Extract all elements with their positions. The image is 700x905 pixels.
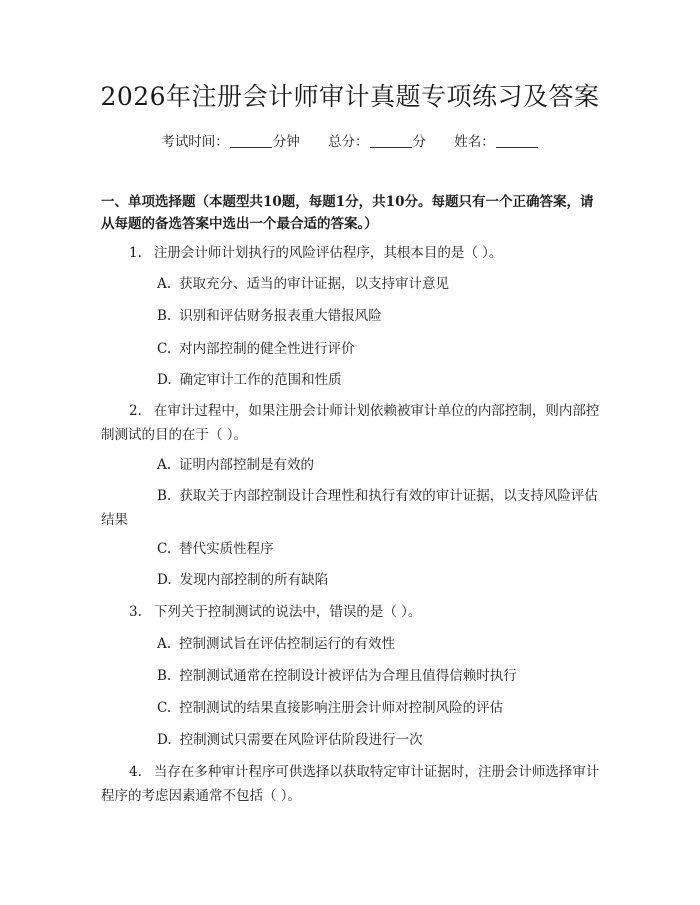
option-letter: C. [157,341,172,357]
option-letter: C. [157,541,172,557]
exam-time [161,134,300,150]
question-number: 3. [129,604,142,620]
total-score-unit: 分 [412,134,426,150]
question-1-option-d [101,368,603,392]
question-2 [101,399,603,447]
option-letter: B. [157,308,172,324]
exam-time-blank [230,133,272,148]
option-text: 发现内部控制的所有缺陷 [179,572,329,588]
total-score [328,134,426,150]
student-name-blank [496,133,538,148]
question-3 [101,600,603,624]
question-2-option-c [101,537,603,561]
question-2-option-b [101,484,603,532]
student-name [454,134,539,150]
option-letter: D. [157,572,172,588]
option-letter: A. [157,457,172,473]
option-letter: A. [157,636,172,652]
question-number: 2. [129,403,142,419]
option-letter: D. [157,372,172,388]
option-text: 识别和评估财务报表重大错报风险 [179,308,382,324]
option-letter: A. [157,276,172,292]
option-letter: D. [157,732,172,748]
exam-meta-line [0,132,700,152]
student-name-label: 姓名： [454,134,495,150]
option-letter: B. [157,668,172,684]
option-letter: B. [157,488,172,504]
question-1 [101,241,603,265]
section-heading: 一、单项选择题（本题型共10题，每题1分，共10分。每题只有一个正确答案，请从每题的备选答案中选出一个最合适的答案。） [101,194,594,232]
question-number: 1. [129,245,142,261]
doc-title: 2026年注册会计师审计真题专项练习及答案 [100,82,600,111]
question-4 [101,760,603,808]
question-3-option-b [101,664,603,688]
question-2-option-d [101,568,603,592]
option-text: 替代实质性程序 [179,541,274,557]
option-text: 获取关于内部控制设计合理性和执行有效的审计证据，以支持风险评估结果 [101,488,598,528]
option-text: 控制测试只需要在风险评估阶段进行一次 [179,732,423,748]
question-1-option-a [101,272,603,296]
question-1-option-b [101,304,603,328]
total-score-blank [370,133,412,148]
question-3-option-d [101,728,603,752]
option-text: 证明内部控制是有效的 [179,457,315,473]
option-text: 对内部控制的健全性进行评价 [179,341,355,357]
question-1-option-c [101,337,603,361]
option-letter: C. [157,700,172,716]
option-text: 获取充分、适当的审计证据，以支持审计意见 [179,276,450,292]
question-text: 下列关于控制测试的说法中，错误的是（ ）。 [153,604,422,620]
question-3-option-a [101,632,603,656]
question-text: 当存在多种审计程序可供选择以获取特定审计证据时，注册会计师选择审计程序的考虑因素通常不包括（ ）。 [101,764,600,804]
question-text: 在审计过程中，如果注册会计师计划依赖被审计单位的内部控制，则内部控制测试的目的在于（ ）。 [101,403,600,443]
question-number: 4. [129,764,142,780]
option-text: 控制测试旨在评估控制运行的有效性 [179,636,396,652]
option-text: 控制测试通常在控制设计被评估为合理且值得信赖时执行 [179,668,517,684]
question-text: 注册会计师计划执行的风险评估程序，其根本目的是（ ）。 [153,245,503,261]
option-text: 控制测试的结果直接影响注册会计师对控制风险的评估 [179,700,504,716]
exam-time-label: 考试时间： [161,134,229,150]
exam-time-unit: 分钟 [272,134,300,150]
total-score-label: 总分： [328,134,369,150]
question-3-option-c [101,696,603,720]
question-2-option-a [101,453,603,477]
option-text: 确定审计工作的范围和性质 [179,372,342,388]
